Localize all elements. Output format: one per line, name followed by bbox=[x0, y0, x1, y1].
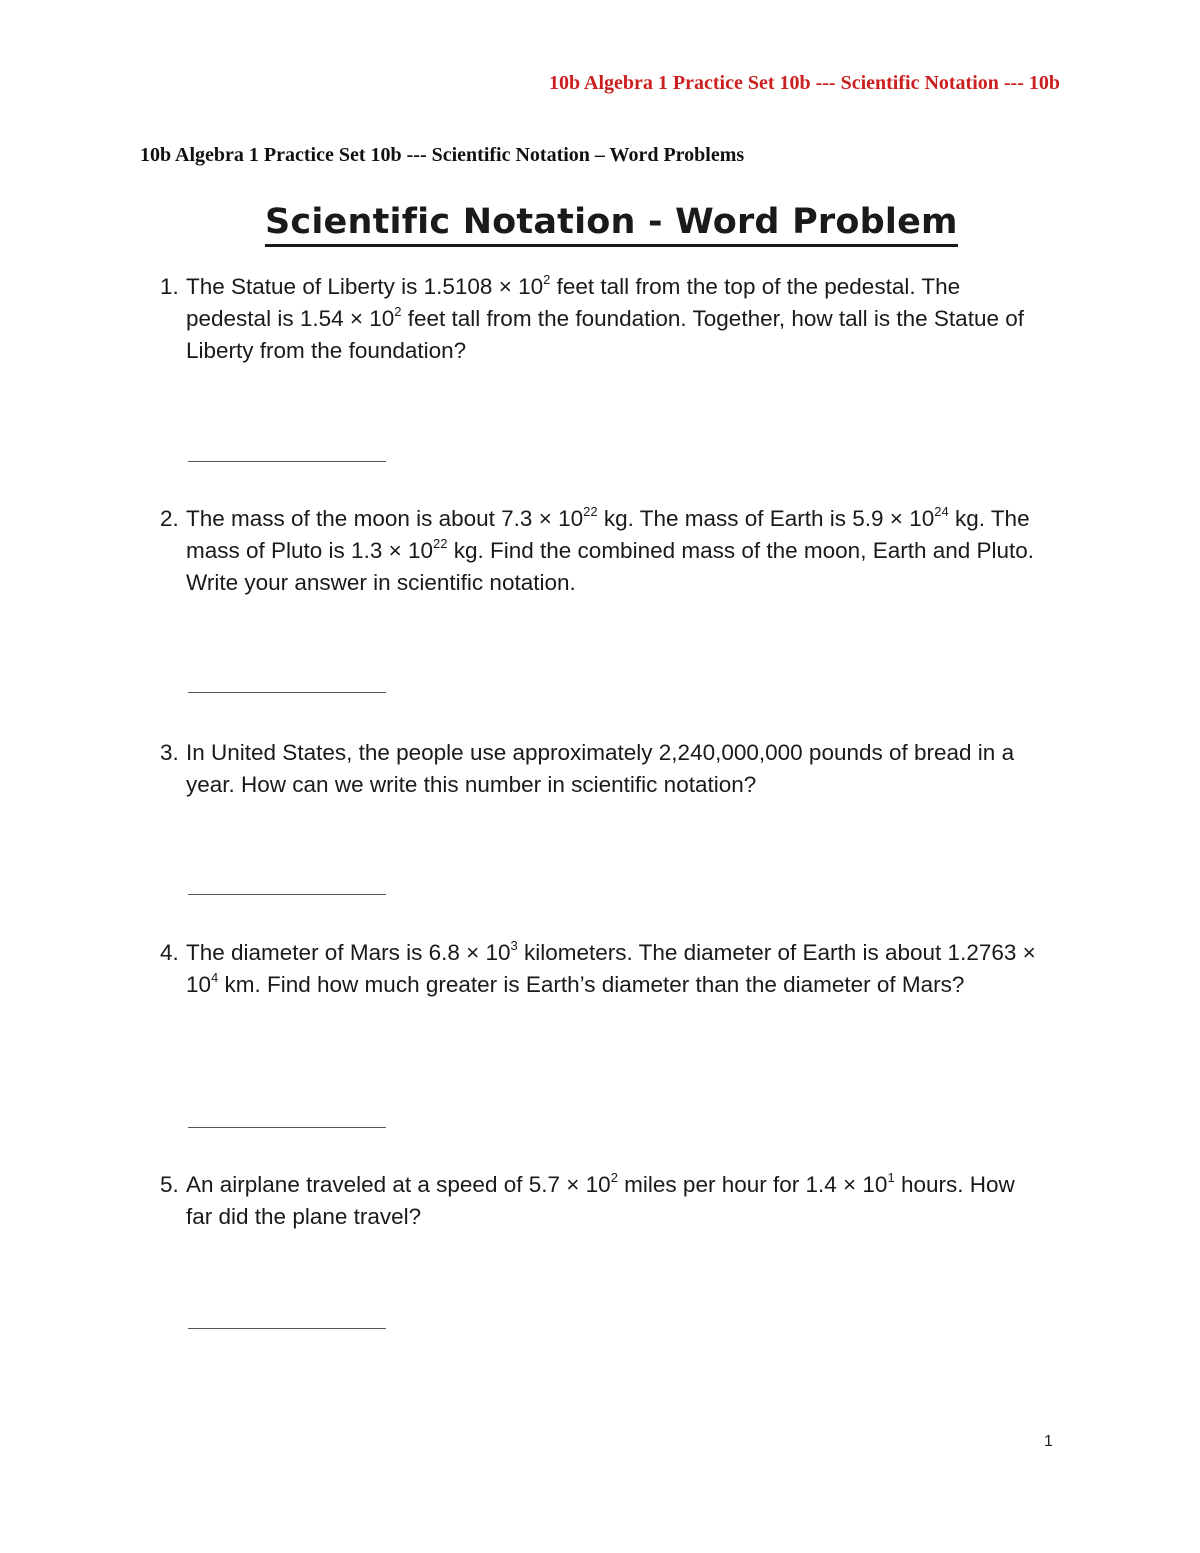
problem-text: An airplane traveled at a speed of $5.7 \times 10^2$ miles per hour for $1.4 \times 10^1$ hours. How far did the plane travel? bbox=[186, 1170, 1015, 1229]
problem-number: 3. bbox=[160, 740, 179, 765]
problem-number: 4. bbox=[160, 940, 179, 965]
answer-blank-3[interactable] bbox=[188, 894, 386, 895]
answer-blank-1[interactable] bbox=[188, 461, 386, 462]
problem-1 bbox=[160, 271, 1040, 367]
problem-3 bbox=[160, 737, 1040, 801]
problem-number: 2. bbox=[160, 506, 179, 531]
problem-2 bbox=[160, 503, 1040, 599]
worksheet-title: Scientific Notation - Word Problem bbox=[265, 202, 958, 247]
problem-text: In United States, the people use approximately 2,240,000,000 pounds of bread in a year. How can we write this number in scientific notation? bbox=[186, 740, 1015, 797]
problem-text: The mass of the moon is about $7.3 \times 10^{22}$ kg. The mass of Earth is $5.9 \times 10^{24}$ kg. The mass of Pluto is $1.3 \times 10^{22}$ kg. Find the combined mass of the moon, Earth and Pluto. Write your answer in scientific notation. bbox=[186, 504, 1035, 595]
problem-4 bbox=[160, 937, 1040, 1001]
answer-blank-5[interactable] bbox=[188, 1328, 386, 1329]
document-title: 10b Algebra 1 Practice Set 10b --- Scientific Notation – Word Problems bbox=[140, 144, 745, 166]
answer-blank-4[interactable] bbox=[188, 1127, 386, 1128]
problem-number: 5. bbox=[160, 1172, 179, 1197]
problem-number: 1. bbox=[160, 274, 179, 299]
page-number: 1 bbox=[1044, 1433, 1053, 1450]
answer-blank-2[interactable] bbox=[188, 692, 386, 693]
problem-5 bbox=[160, 1169, 1040, 1233]
problem-text: The Statue of Liberty is $1.5108 \times 10^2$ feet tall from the top of the pedestal. The pedestal is $1.54 \times 10^2$ feet tall from the foundation. Together, how tall is the Statue of Liberty from the foundation? bbox=[186, 272, 1024, 363]
page-header: 10b Algebra 1 Practice Set 10b --- Scientific Notation --- 10b bbox=[548, 72, 1060, 94]
problem-text: The diameter of Mars is $6.8 \times 10^3$ kilometers. The diameter of Earth is about $1.2763 \times 10^4$ km. Find how much greater is Earth’s diameter than the diameter of Mars? bbox=[186, 938, 1036, 997]
